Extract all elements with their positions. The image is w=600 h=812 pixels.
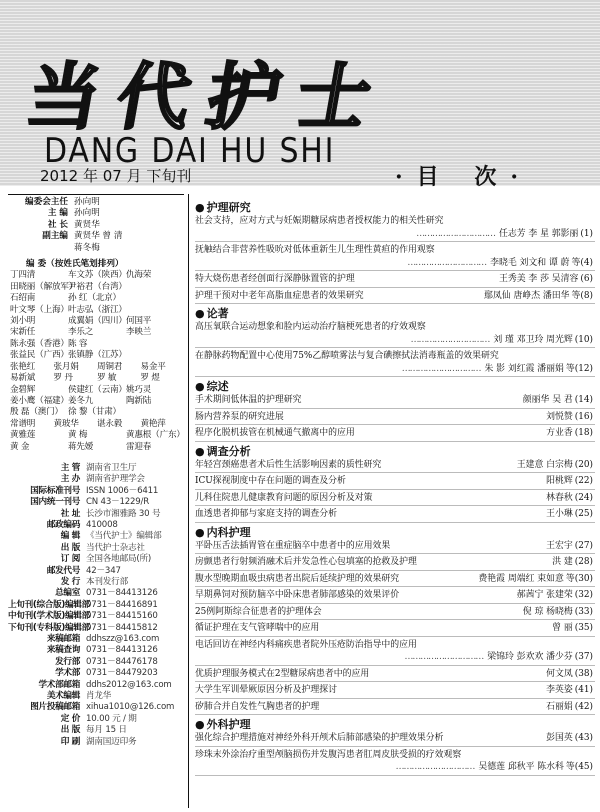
publication-key: 邮政编码: [46, 519, 80, 530]
article-authors: [495, 273, 595, 286]
left-top-rule: [8, 194, 184, 195]
toc-entry[interactable]: [195, 492, 595, 507]
board-member: 常谱明: [10, 418, 36, 429]
board-row: [10, 350, 184, 361]
page-number: (14): [574, 395, 593, 405]
board-row: [10, 327, 184, 338]
publication-value: 0731－84415812: [86, 622, 158, 633]
section-heading: ● 论著: [195, 306, 595, 321]
toc-entry[interactable]: [195, 732, 595, 747]
contents-heading: ·目 次·: [395, 164, 532, 190]
publication-value: 10.00 元 / 期: [86, 713, 137, 724]
editor-title: 社 长: [47, 219, 68, 230]
board-member: 张镇静（江苏）: [68, 350, 127, 361]
publication-value: 0731－84479203: [86, 668, 158, 679]
publication-value: 0731－84413126: [86, 588, 158, 599]
page-number: (33): [574, 606, 593, 617]
publication-row: [8, 554, 184, 565]
board-member: 叶志弘（浙江）: [68, 304, 127, 315]
board-member: 罗 煜: [140, 373, 160, 384]
article-title[interactable]: 循证护理在支气管哮喘中的应用: [195, 623, 320, 633]
publication-key: 出 版: [60, 725, 80, 736]
board-member: 谌永毅: [97, 418, 123, 429]
publication-row: [8, 463, 184, 474]
article-authors: [542, 508, 595, 521]
publication-value: ISSN 1006－6411: [86, 485, 159, 496]
article-authors: [195, 761, 595, 774]
board-member: [126, 339, 184, 350]
page-number: (25): [574, 509, 593, 519]
board-row: [10, 373, 184, 384]
page-number: (16): [574, 411, 593, 422]
article-title[interactable]: 手术期间低体温的护理研究: [195, 395, 302, 405]
author-names: 倪 琼 杨晓梅: [522, 606, 573, 617]
author-names: 王小琳: [546, 509, 573, 519]
board-row: [10, 293, 184, 304]
publication-value: 每月 15 日: [86, 725, 127, 736]
board-member: 尹裕君（台湾）: [68, 281, 127, 292]
publication-key: 订 阅: [60, 554, 80, 565]
article-authors: [542, 475, 595, 488]
board-member: [126, 407, 184, 418]
publication-key: 来稿邮箱: [46, 634, 80, 645]
publication-key: 下旬刊(专科版)编辑部: [8, 622, 90, 633]
publication-key: 国内统一刊号: [30, 497, 80, 508]
article-authors: [513, 589, 595, 602]
author-names: 李晓毛 刘文和 谭 蔚: [490, 257, 570, 268]
masthead: [0, 0, 600, 200]
editor-names: 孙向明: [74, 197, 100, 207]
article-title[interactable]: 在静脉药物配置中心使用75%乙醇喷雾法与复合碘擦拭法消毒瓶盖的效果研究: [195, 351, 499, 361]
page-number: (35): [574, 623, 593, 633]
section-heading: ● 调查分析: [195, 444, 595, 459]
toc-entry[interactable]: [195, 540, 595, 555]
board-member: 丁四清: [10, 270, 36, 281]
publication-value: 42－347: [86, 565, 121, 576]
publication-key: 发 行: [60, 577, 80, 587]
toc-entry[interactable]: [195, 606, 595, 621]
publication-value: 0731－84476178: [86, 656, 158, 667]
publication-row: [8, 680, 184, 691]
author-names: 费艳霞 周端红 束如意: [478, 573, 564, 584]
page-number: (6): [580, 274, 593, 284]
publication-value: 410008: [86, 519, 118, 530]
board-member: [126, 350, 184, 361]
page-number: (1): [580, 228, 593, 239]
board-row: [10, 407, 184, 418]
article-title[interactable]: 抚触结合非营养性吸吮对低体重新生儿生理性黄疸的作用观察: [195, 245, 435, 255]
board-member: [126, 305, 184, 316]
publication-key: 学术部: [55, 668, 80, 679]
board-member: [126, 293, 184, 304]
publication-row: [8, 714, 184, 725]
publication-row: [8, 566, 184, 577]
article-title[interactable]: 肠内营养泵的研究进展: [195, 411, 284, 422]
board-member: 车文苏（陕西）: [68, 270, 127, 281]
publication-value: 0731－84416891: [86, 599, 158, 610]
board-member: 雷迎春: [126, 441, 152, 452]
article-authors: [542, 540, 595, 553]
author-names: 朱 影 刘红霞 潘丽娟: [484, 363, 564, 374]
section-heading: ● 内科护理: [195, 525, 595, 540]
publication-key: 美术编辑: [46, 691, 80, 702]
article-authors: [195, 363, 595, 376]
board-member: 仇海荣: [126, 270, 152, 281]
toc-entry[interactable]: [195, 508, 595, 523]
article-title[interactable]: ICU探视制度中存在问题的调查及分析: [195, 476, 346, 486]
board-member: 黄惠根（广东）: [126, 430, 185, 441]
board-heading: 编 委（按姓氏笔划排列）: [26, 259, 124, 270]
board-row: [10, 362, 184, 373]
section-heading: ● 护理研究: [195, 200, 595, 215]
board-member: 易新斌: [10, 373, 36, 384]
publication-key: 主 办: [60, 474, 80, 485]
editor-title: 副主编: [42, 231, 68, 242]
article-title[interactable]: 腹水型晚期血吸虫病患者出院后延续护理的效果研究: [195, 573, 400, 584]
toc-entry[interactable]: [195, 411, 595, 426]
publication-value: 肖龙华: [86, 691, 112, 702]
publication-row: [8, 725, 184, 736]
author-names: 刘悦赞: [546, 411, 573, 422]
board-row: [10, 430, 184, 441]
page-number: 等(4): [571, 257, 593, 268]
publication-key: 出 版: [60, 542, 80, 553]
author-names: 吴德莲 邱秋平 陈水科: [478, 762, 564, 772]
publication-row: [8, 600, 184, 611]
board-member: 刘小明: [10, 316, 36, 327]
author-names: 鄢凤仙 唐峥杰 潘田华: [484, 290, 570, 301]
editor-names: 黄贤华: [74, 219, 100, 230]
table-of-contents: [195, 200, 595, 810]
publication-row: [8, 623, 184, 634]
board-member: 石绍南: [10, 293, 36, 304]
article-title[interactable]: 程序化脱机拔管在机械通气撤离中的应用: [195, 428, 355, 438]
page-number: 等(45): [565, 762, 593, 772]
board-row: [10, 282, 184, 293]
author-names: 任志芳 李 星 郭影丽: [498, 228, 579, 239]
article-title[interactable]: 年轻宫颈癌患者术后性生活影响因素的质性研究: [195, 459, 382, 470]
publication-row: [8, 657, 184, 668]
publication-value: 湖南省护理学会: [86, 474, 145, 485]
board-member: 姚巧灵: [126, 384, 152, 395]
article-authors: [195, 228, 595, 241]
author-names: 李英姿: [546, 685, 573, 695]
publication-key: 社 址: [60, 508, 80, 519]
board-member: 易金平: [140, 361, 166, 372]
board-row: [10, 419, 184, 430]
board-row: [10, 442, 184, 453]
board-row: [10, 316, 184, 327]
board-member: 李乐之: [68, 327, 94, 338]
publication-row: [8, 543, 184, 554]
article-title[interactable]: 社会支持，应对方式与妊娠期糖尿病患者授权能力的相关性研究: [195, 216, 444, 226]
toc-entry[interactable]: [195, 589, 595, 604]
board-member: 侯建红（云南）: [68, 384, 127, 395]
board-row: [10, 339, 184, 350]
author-names: 阳桃辉: [546, 476, 573, 486]
toc-entry[interactable]: [195, 749, 595, 776]
publication-key: 印 刷: [60, 736, 80, 747]
editor-row: [8, 197, 184, 208]
editor-title: 编委会主任: [25, 197, 68, 207]
page-number: (27): [574, 540, 593, 551]
column-divider: [188, 194, 189, 808]
publication-row: [8, 702, 184, 713]
article-authors: [519, 394, 595, 407]
publication-value: 本刊发行部: [86, 577, 128, 587]
toc-entry[interactable]: [195, 475, 595, 490]
publication-key: 图片投稿邮箱: [30, 702, 80, 713]
article-title[interactable]: 电话回访在神经内科痛疾患者院外压疮防治指导中的应用: [195, 639, 417, 650]
page-number: (43): [574, 733, 593, 743]
board-member: 宋新任: [10, 327, 36, 338]
author-names: 刘 瑾 邓卫玲 周光辉: [493, 334, 573, 345]
editor-row: [8, 220, 184, 231]
board-member: 黄 梅: [68, 430, 88, 441]
toc-entry[interactable]: [195, 427, 595, 442]
publication-value: 0731－84415160: [86, 611, 158, 622]
page-number: 等(12): [565, 363, 593, 374]
board-member: 叶文琴（上海）: [10, 304, 69, 315]
publication-key: 定 价: [60, 713, 80, 724]
editor-names: 蒋冬梅: [74, 242, 100, 253]
article-title[interactable]: 血透患者抑郁与家庭支持的调查分析: [195, 509, 337, 519]
board-member: 张月娟: [53, 361, 79, 372]
publication-row: [8, 509, 184, 520]
board-member: 徐 黎（甘肃）: [68, 407, 121, 418]
author-names: 王宏宇: [546, 540, 573, 551]
publication-row: [8, 737, 184, 748]
board-member: 孙 红（北京）: [68, 293, 121, 304]
publication-row: [8, 645, 184, 656]
publication-value: 0731－84413126: [86, 645, 158, 656]
article-title[interactable]: 平卧压舌法插胃管在重症脑卒中患者中的应用效果: [195, 540, 391, 551]
page-number: 等(30): [565, 573, 593, 584]
editor-row: [8, 243, 184, 254]
journal-pinyin: DANG DAI HU SHI: [44, 131, 336, 172]
article-title[interactable]: 优质护理服务模式在2型糖尿病患者中的应用: [195, 668, 370, 679]
toc-entry[interactable]: [195, 290, 595, 305]
article-authors: [542, 427, 595, 440]
publication-key: 来稿查询: [46, 645, 80, 656]
board-member: 罗 丹: [53, 373, 73, 384]
board-member: 陶新陆: [126, 395, 152, 406]
publication-row: [8, 474, 184, 485]
publication-row: [8, 634, 184, 645]
article-authors: [542, 492, 595, 505]
board-member: 田晓丽（解放军）: [10, 281, 78, 292]
masthead-info-column: [8, 197, 184, 809]
article-authors: [542, 668, 595, 681]
article-title[interactable]: 护理干预对中老年高脂血症患者的效果研究: [195, 290, 364, 301]
page-number: (24): [574, 492, 593, 503]
author-names: 方业香: [546, 428, 573, 438]
board-member: 陈 容: [68, 338, 88, 349]
board-row: [10, 305, 184, 316]
page-number: (38): [574, 668, 593, 679]
board-member: 陈永强（香港）: [10, 338, 69, 349]
board-member: [126, 282, 184, 293]
page-number: (20): [574, 459, 593, 470]
board-member: 蒋先嫒: [68, 441, 94, 452]
toc-entry[interactable]: [195, 668, 595, 683]
board-member: 黄艳萍: [140, 418, 166, 429]
article-authors: [542, 701, 595, 714]
article-title[interactable]: 大学生军训晕厥原因分析及护理探讨: [195, 685, 337, 695]
publication-value: ddhszz@163.com: [86, 634, 160, 645]
publication-row: [8, 691, 184, 702]
article-title[interactable]: 儿科住院患儿健康教育问题的原因分析及对策: [195, 492, 373, 503]
author-names: 何文凤: [546, 668, 573, 679]
article-authors: [513, 459, 595, 472]
publication-row: [8, 486, 184, 497]
article-authors: [195, 651, 595, 664]
board-member: 张艳红: [10, 361, 36, 372]
publication-value: 长沙市湘雅路 30 号: [86, 508, 161, 519]
editor-row: [8, 231, 184, 242]
editor-names: 黄贤华 曾 清: [74, 231, 123, 242]
author-names: 洪 建: [552, 557, 573, 567]
author-names: 石丽娟: [546, 701, 573, 712]
toc-entry[interactable]: [195, 350, 595, 377]
article-authors: [195, 257, 595, 270]
publication-key: 编 辑: [60, 531, 80, 542]
publication-row: [8, 497, 184, 508]
article-authors: [474, 573, 595, 586]
board-member: 罗 敏: [97, 373, 117, 384]
publication-row: [8, 668, 184, 679]
article-title[interactable]: 房颤患者行射频消融术后并发急性心包填塞的抢救及护理: [195, 557, 417, 567]
publication-value: 湖南省卫生厅: [86, 462, 137, 473]
board-member: 周铜君: [97, 361, 123, 372]
page-number: (32): [574, 590, 593, 600]
publication-row: [8, 588, 184, 599]
article-title[interactable]: 早期鼻饲对预防脑卒中卧床患者肺部感染的效果评价: [195, 590, 400, 600]
board-member: 张益民（广西）: [10, 350, 69, 361]
board-member: 黄玻华: [53, 418, 79, 429]
page-number: 等(8): [571, 290, 593, 301]
issue-date: 2012 年 07 月 下旬刊: [40, 167, 192, 185]
toc-entry[interactable]: [195, 622, 595, 637]
editor-title: 主 编: [47, 208, 68, 219]
article-authors: [548, 556, 595, 569]
board-list: [8, 270, 184, 453]
publication-row: [8, 531, 184, 542]
board-row: [10, 270, 184, 281]
publication-key: 总编室: [55, 588, 80, 599]
page-number: (37): [574, 652, 593, 662]
editor-row: [8, 208, 184, 219]
page-number: (22): [574, 476, 593, 486]
toc-entry[interactable]: [195, 244, 595, 271]
page-number: (10): [574, 334, 593, 345]
publication-value: CN 43－1229/R: [86, 497, 150, 508]
publication-row: [8, 611, 184, 622]
toc-entry[interactable]: [195, 556, 595, 571]
page-number: (18): [574, 428, 593, 438]
toc-entry[interactable]: [195, 573, 595, 588]
publication-value: 《当代护士》编辑部: [86, 531, 162, 542]
article-authors: [480, 290, 595, 303]
board-member: 姜冬九: [68, 395, 94, 406]
publication-key: 发行部: [55, 656, 80, 667]
toc-entry[interactable]: [195, 215, 595, 242]
board-member: 成翼娟（四川）: [68, 316, 127, 327]
board-row: [10, 385, 184, 396]
board-member: 黄 金: [10, 441, 30, 452]
publication-row: [8, 520, 184, 531]
board-member: 李映兰: [126, 327, 152, 338]
page-number: (28): [574, 557, 593, 567]
article-authors: [519, 606, 595, 619]
journal-title: 当代护士: [20, 55, 396, 139]
board-member: 金碧辉: [10, 384, 36, 395]
article-title[interactable]: 特大烧伤患者经创面行深静脉置管的护理: [195, 274, 355, 284]
author-names: 彭国英: [546, 733, 573, 743]
article-authors: [548, 622, 595, 635]
article-title[interactable]: 25例阿斯综合征患者的护理体会: [195, 606, 322, 617]
publication-value: 当代护士杂志社: [86, 542, 145, 553]
publication-key: 学术部邮箱: [38, 679, 80, 690]
article-authors: [542, 732, 595, 745]
author-names: 王秀美 李 莎 吴清容: [498, 274, 579, 284]
toc-entry[interactable]: [195, 394, 595, 409]
article-title[interactable]: 珍珠末外涂治疗重型颅脑损伤并发腹泻患者肛周皮肤受损的疗效观察: [195, 749, 462, 760]
section-heading: ● 综述: [195, 379, 595, 394]
toc-entry[interactable]: [195, 459, 595, 474]
board-member: 黄雅莲: [10, 430, 36, 441]
publication-key: 主 管: [60, 462, 80, 473]
article-authors: [542, 684, 595, 697]
publication-value: 全国各地邮局(所): [86, 554, 152, 565]
board-member: 殷 磊（澳门）: [10, 407, 63, 418]
publication-key: 邮发代号: [46, 565, 80, 576]
publication-key: 国际标准刊号: [30, 485, 80, 496]
publication-key: 中旬刊(学术版)编辑部: [8, 611, 90, 622]
board-row: [10, 396, 184, 407]
board-member: 姜小鹰（福建）: [10, 395, 69, 406]
editor-names: 孙向明: [74, 208, 100, 219]
publication-key: 上旬刊(综合版)编辑部: [8, 599, 90, 610]
article-authors: [542, 411, 595, 424]
toc-entry[interactable]: [195, 701, 595, 716]
author-names: 曾 丽: [552, 623, 573, 633]
page-number: (41): [574, 685, 593, 695]
editor-title: [8, 243, 74, 254]
publication-row: [8, 577, 184, 588]
author-names: 梁锦玲 彭欢欢 潘少芬: [487, 652, 573, 662]
page-number: (42): [574, 701, 593, 712]
author-names: 王建意 白宗梅: [516, 459, 573, 470]
article-title[interactable]: 强化综合护理措施对神经外科开颅术后肺部感染的护理效果分析: [195, 733, 444, 743]
author-names: 颜丽华 吴 君: [522, 395, 573, 405]
publication-value: xihua1010@126.com: [86, 702, 175, 713]
publication-value: 湖南国迈印务: [86, 736, 137, 747]
toc-entry[interactable]: [195, 639, 595, 666]
publication-value: ddhs2012@163.com: [86, 679, 172, 690]
author-names: 林春秋: [546, 492, 573, 503]
article-title[interactable]: 高压氧联合运动想象和脸内运动治疗脑梗死患者的疗效观察: [195, 322, 426, 332]
article-authors: [195, 334, 595, 347]
board-member: 何国平: [126, 316, 152, 327]
toc-entry[interactable]: [195, 321, 595, 348]
toc-entry[interactable]: [195, 273, 595, 288]
toc-entry[interactable]: [195, 684, 595, 699]
article-title[interactable]: 矽肺合并自发性气胸患者的护理: [195, 701, 320, 712]
section-heading: ● 外科护理: [195, 717, 595, 732]
author-names: 郝茜宁 张建荣: [516, 590, 573, 600]
